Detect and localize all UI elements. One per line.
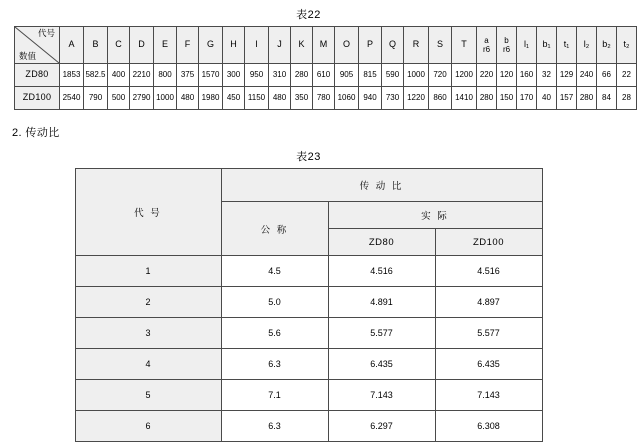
cell: 480 [269,87,291,110]
cell: 280 [291,64,313,87]
cell: 1980 [199,87,223,110]
cell: 800 [154,64,177,87]
table23-zd80: 6.435 [328,349,435,380]
section-heading: 2. 传动比 [12,127,60,139]
table22-col-l1: l₁ [517,27,537,64]
cell: 120 [497,64,517,87]
table22-col-F: F [177,27,199,64]
table23-header-nominal: 公 称 [221,202,328,256]
cell: 730 [382,87,404,110]
table23-zd80: 6.297 [328,411,435,442]
table22-col-R: R [404,27,429,64]
table22-col-P: P [359,27,382,64]
cell: 84 [597,87,617,110]
table22-col-G: G [199,27,223,64]
table23-title: 表23 [296,151,321,163]
cell: 582.5 [84,64,108,87]
cell: 1410 [452,87,477,110]
table23-zd100: 6.435 [435,349,542,380]
cell: 220 [477,64,497,87]
cell: 310 [269,64,291,87]
table23-zd80: 4.891 [328,287,435,318]
table22-col-H: H [223,27,245,64]
cell: 350 [291,87,313,110]
table22-col-D: D [130,27,154,64]
cell: 170 [517,87,537,110]
table23-code: 2 [75,287,221,318]
table22-col-b-r6: b r6 [497,27,517,64]
cell: 40 [537,87,557,110]
cell: 400 [108,64,130,87]
table23-zd80: 5.577 [328,318,435,349]
table22-col-t2: t₂ [617,27,637,64]
table22-corner-header [15,27,60,64]
table23-zd100: 6.308 [435,411,542,442]
table22-col-b2: b₂ [597,27,617,64]
table23-zd100: 4.516 [435,256,542,287]
corner-bottom-label: 数值 [19,50,37,61]
table23-nominal: 4.5 [221,256,328,287]
table23-nominal: 7.1 [221,380,328,411]
cell: 280 [477,87,497,110]
table23-header-code: 代 号 [75,169,221,256]
table23-wrapper [75,168,543,442]
table22-col-A: A [60,27,84,64]
table23-zd80: 7.143 [328,380,435,411]
cell: 1000 [404,64,429,87]
document-page [0,6,631,444]
cell: 280 [577,87,597,110]
cell: 610 [313,64,335,87]
table23-code: 6 [75,411,221,442]
cell: 1200 [452,64,477,87]
cell: 300 [223,64,245,87]
table22-head [15,27,637,64]
table22-body [15,64,637,110]
cell: 375 [177,64,199,87]
table23-code: 3 [75,318,221,349]
cell: 66 [597,64,617,87]
table22-col-l2: l₂ [577,27,597,64]
cell: 780 [313,87,335,110]
cell: 950 [245,64,269,87]
table22-col-B: B [84,27,108,64]
table-row [75,380,542,411]
table-row [75,318,542,349]
table22-col-M: M [313,27,335,64]
table22-wrapper [14,26,631,110]
table22-col-J: J [269,27,291,64]
cell: 1853 [60,64,84,87]
table22-col-K: K [291,27,313,64]
cell: 905 [335,64,359,87]
cell: 790 [84,87,108,110]
table22-col-T: T [452,27,477,64]
table23 [75,168,543,442]
table22-col-Q: Q [382,27,404,64]
table23-header-actual: 实 际 [328,202,542,229]
cell: 815 [359,64,382,87]
cell: 2790 [130,87,154,110]
table22 [14,26,637,110]
table23-body [75,169,542,442]
table22-col-a-r6: a r6 [477,27,497,64]
cell: 129 [557,64,577,87]
table-row [15,64,637,87]
table23-code: 4 [75,349,221,380]
table22-row-model-zd80: ZD80 [15,64,60,87]
table22-col-C: C [108,27,130,64]
cell: 32 [537,64,557,87]
cell: 2210 [130,64,154,87]
table23-header-zd100: ZD100 [435,229,542,256]
table22-col-t1: t₁ [557,27,577,64]
corner-top-label: 代号 [37,28,55,38]
table23-header-zd80: ZD80 [328,229,435,256]
table22-title: 表22 [296,9,321,21]
cell: 150 [497,87,517,110]
table23-nominal: 5.0 [221,287,328,318]
cell: 720 [429,64,452,87]
cell: 450 [223,87,245,110]
table-row [15,87,637,110]
table22-col-I: I [245,27,269,64]
cell: 240 [577,64,597,87]
table23-zd100: 5.577 [435,318,542,349]
table-row [75,287,542,318]
cell: 28 [617,87,637,110]
cell: 590 [382,64,404,87]
table22-col-E: E [154,27,177,64]
table23-nominal: 6.3 [221,349,328,380]
table22-header-row [15,27,637,64]
cell: 2540 [60,87,84,110]
table-row [75,256,542,287]
cell: 940 [359,87,382,110]
cell: 160 [517,64,537,87]
table23-code: 5 [75,380,221,411]
cell: 157 [557,87,577,110]
cell: 1060 [335,87,359,110]
cell: 1150 [245,87,269,110]
table22-row-model-zd100: ZD100 [15,87,60,110]
table22-col-b1: b₁ [537,27,557,64]
cell: 1220 [404,87,429,110]
cell: 860 [429,87,452,110]
cell: 1000 [154,87,177,110]
table23-code: 1 [75,256,221,287]
table-row [75,411,542,442]
table23-nominal: 6.3 [221,411,328,442]
table23-zd100: 4.897 [435,287,542,318]
table22-col-S: S [429,27,452,64]
cell: 1570 [199,64,223,87]
table23-header-ratio: 传 动 比 [221,169,542,202]
table23-nominal: 5.6 [221,318,328,349]
cell: 22 [617,64,637,87]
table-row [75,349,542,380]
cell: 480 [177,87,199,110]
table22-col-O: O [335,27,359,64]
cell: 500 [108,87,130,110]
table23-zd80: 4.516 [328,256,435,287]
table23-header-row-1 [75,169,542,202]
table23-zd100: 7.143 [435,380,542,411]
